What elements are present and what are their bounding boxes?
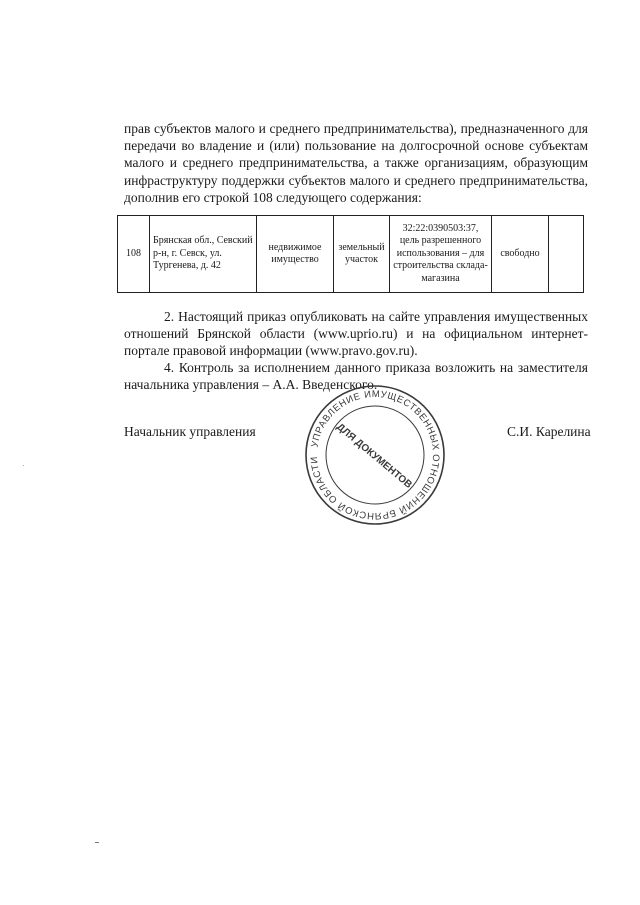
stamp-seal-icon: [302, 382, 448, 528]
registry-table: [117, 215, 584, 293]
intro-line: для передачи во владение и (или) пользование на долгосрочной основе: [124, 121, 589, 154]
clause-2: 2. Настоящий приказ опубликовать на сайте управления имущественных отношений Брянской области (www.uprio.ru) и на официальном интернет-портале правовой информации (www.pravo.gov.ru).: [124, 309, 588, 359]
property-kind-cell: земельный участок: [334, 216, 390, 293]
status-cell: свободно: [492, 216, 549, 293]
table-row: [118, 216, 584, 293]
stamp-outer-text: УПРАВЛЕНИЕ ИМУЩЕСТВЕННЫХ ОТНОШЕНИЙ БРЯНСКОЙ ОБЛАСТИ: [308, 388, 442, 522]
intro-paragraph: [124, 120, 588, 206]
official-stamp: [302, 382, 448, 528]
signatory-title: Начальник управления: [124, 424, 256, 439]
row-number-cell: 108: [118, 216, 150, 293]
description-cell: 32:22:0390503:37, цель разрешенного использования – для строительства склада-магазина: [390, 216, 492, 293]
intro-line: образующим инфраструктуру поддержки субъектов малого и среднего: [124, 155, 588, 188]
empty-cell: [549, 216, 584, 293]
intro-line: прав субъектов малого и среднего предпринимательства), предназначенного: [124, 121, 565, 136]
stamp-center-text: ДЛЯ ДОКУМЕНТОВ: [334, 421, 414, 491]
intro-line: предпринимательства, дополнив его строкой 108 следующего содержания:: [124, 172, 589, 205]
scan-speck: [23, 465, 24, 466]
scan-speck: [95, 842, 99, 843]
clause-4: 4. Контроль за исполнением данного приказа возложить на заместителя начальника управления – А.А. Введенского.: [124, 360, 588, 393]
intro-line: субъектам малого и среднего предпринимательства, а также организациям,: [124, 138, 588, 171]
property-type-cell: недвижимое имущество: [257, 216, 334, 293]
signatory-name: С.И. Карелина: [507, 424, 591, 439]
address-cell: Брянская обл., Севский р-н, г. Севск, ул. Тургенева, д. 42: [150, 216, 257, 293]
